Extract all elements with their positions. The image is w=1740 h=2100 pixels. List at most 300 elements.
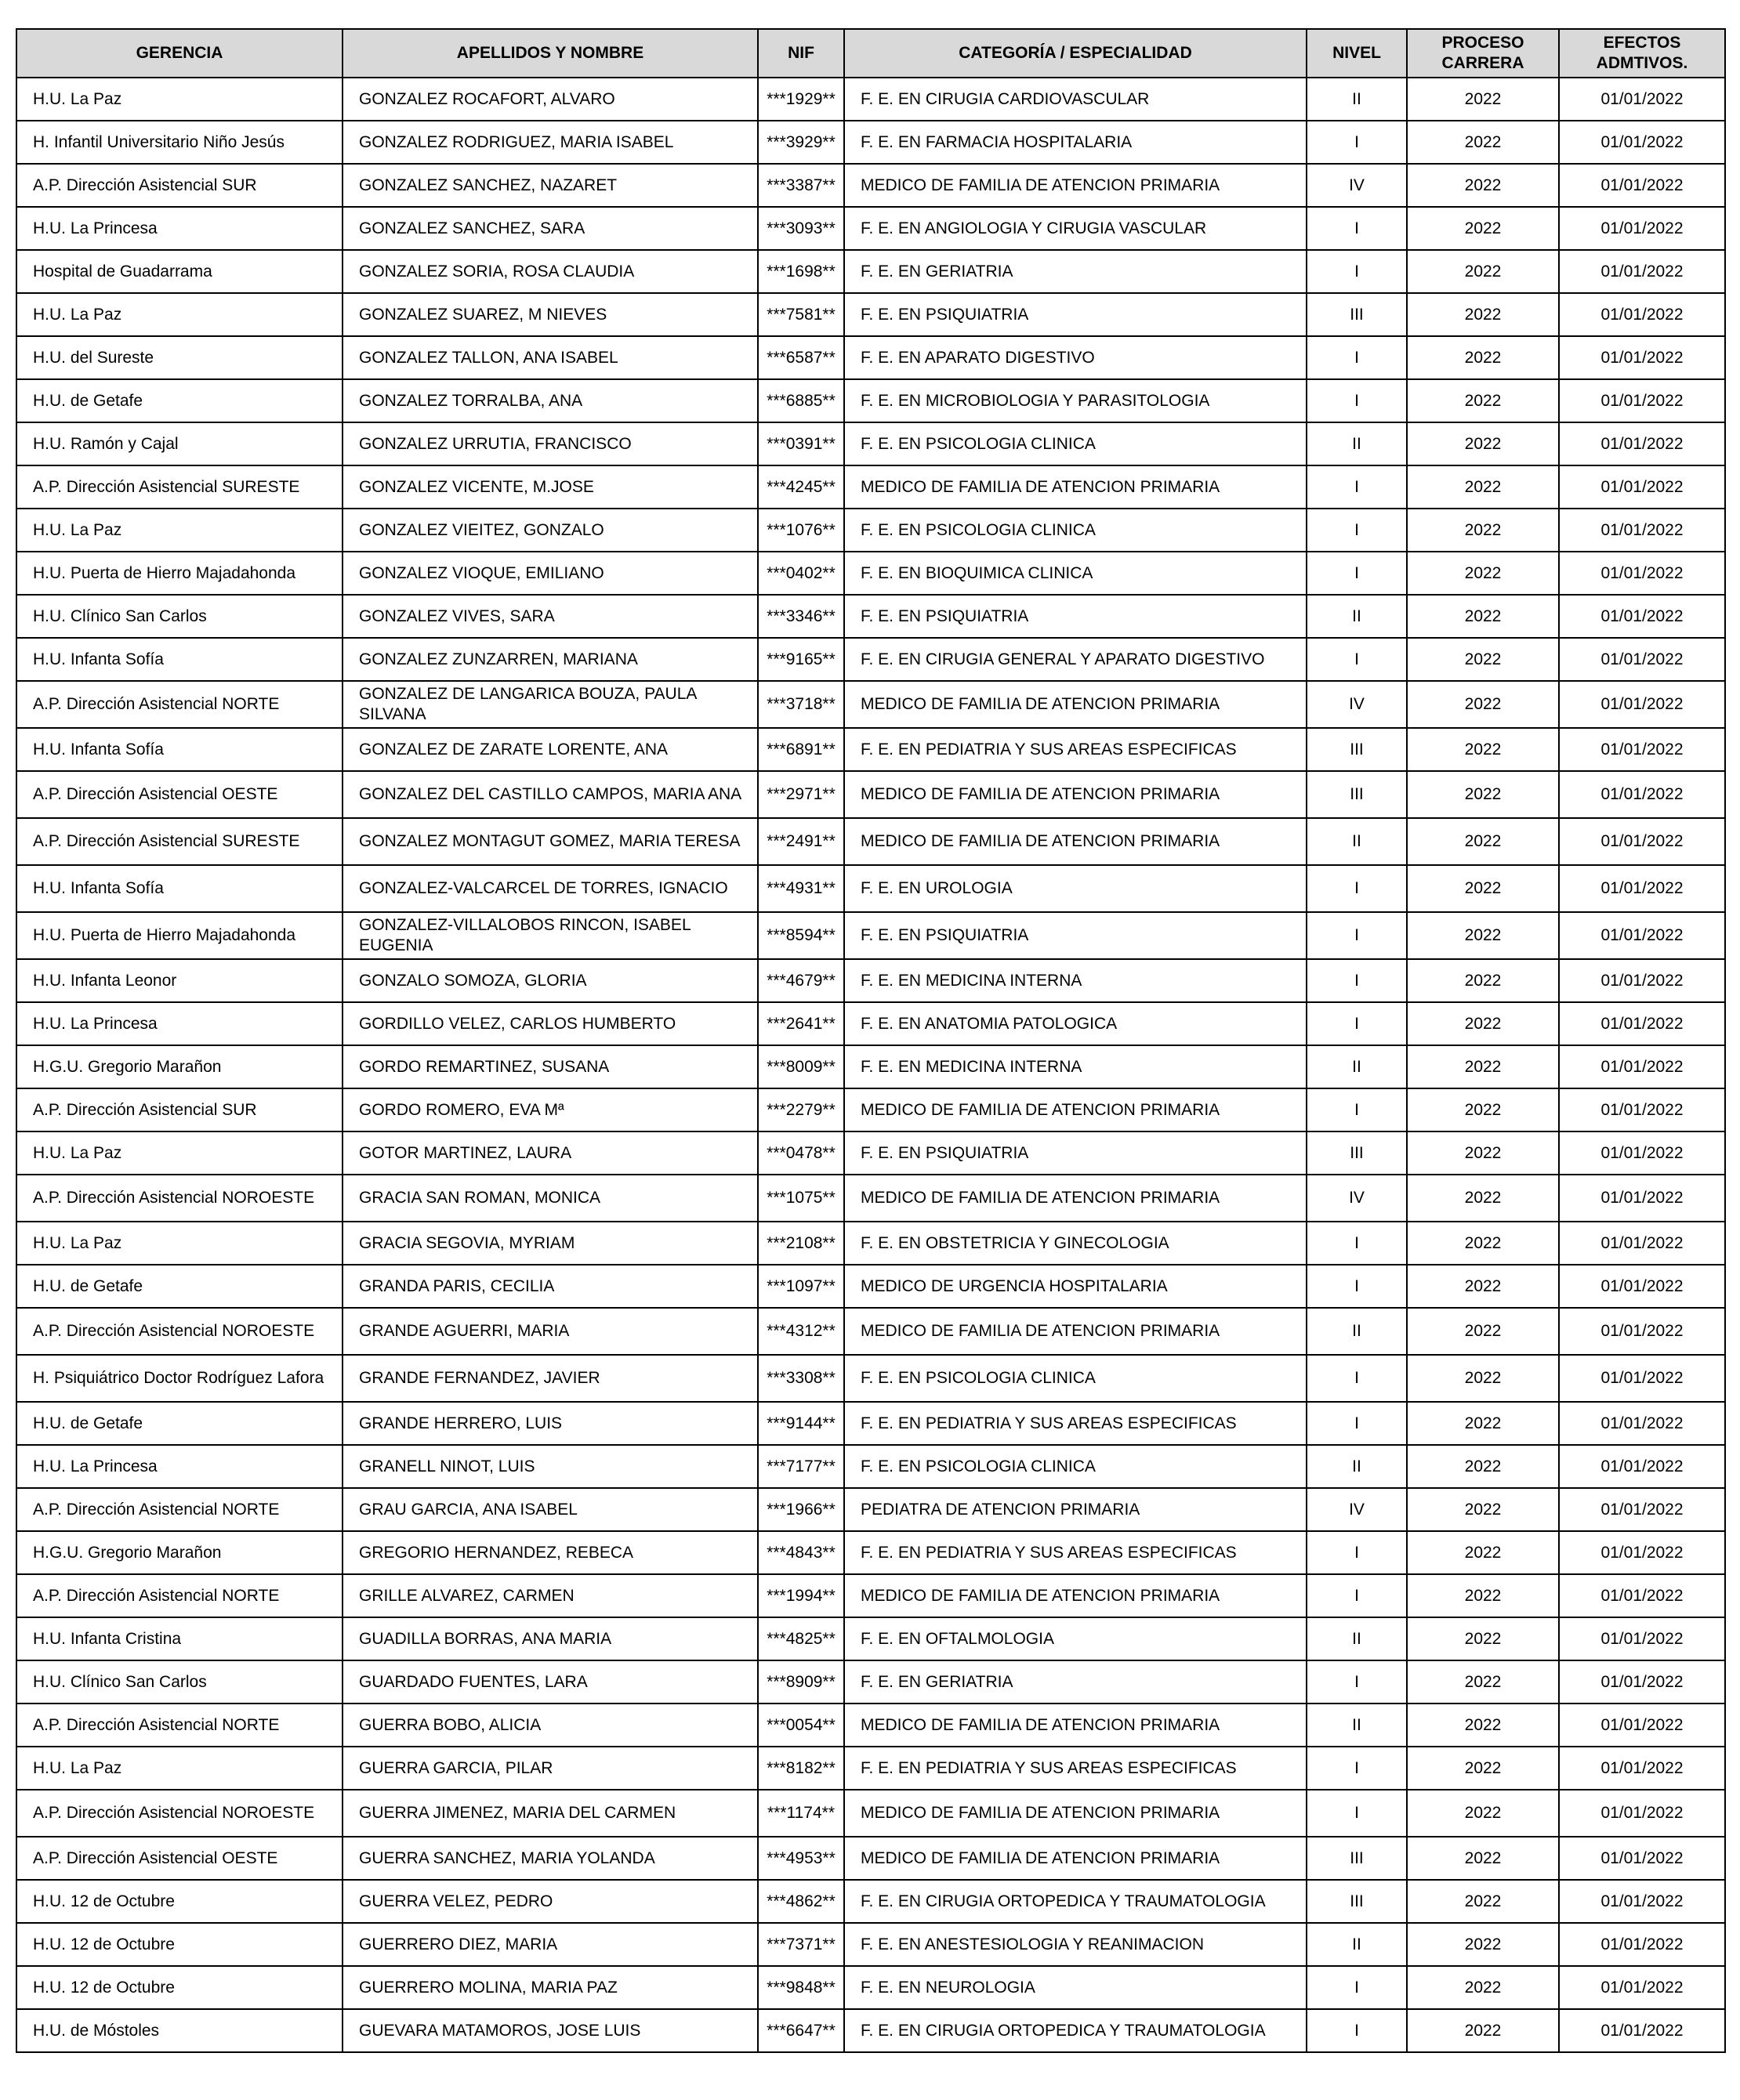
proceso-cell: 2022 — [1407, 465, 1559, 509]
proceso-cell: 2022 — [1407, 207, 1559, 250]
nombre-cell: GRANDE FERNANDEZ, JAVIER — [343, 1355, 758, 1402]
nif-cell: ***6587** — [758, 336, 844, 379]
table-row — [16, 1660, 1725, 1704]
nombre-cell: GONZALEZ VIOQUE, EMILIANO — [343, 552, 758, 595]
nif-cell: ***4312** — [758, 1308, 844, 1355]
table-body — [16, 78, 1725, 2052]
efectos-cell: 01/01/2022 — [1559, 638, 1725, 681]
nombre-cell: GRANDA PARIS, CECILIA — [343, 1265, 758, 1308]
table-row — [16, 1747, 1725, 1790]
efectos-cell: 01/01/2022 — [1559, 912, 1725, 959]
efectos-cell: 01/01/2022 — [1559, 595, 1725, 638]
nivel-cell: III — [1307, 1880, 1407, 1923]
nif-cell: ***4862** — [758, 1880, 844, 1923]
nif-cell: ***1929** — [758, 78, 844, 121]
nivel-cell: III — [1307, 1131, 1407, 1175]
efectos-cell: 01/01/2022 — [1559, 1923, 1725, 1966]
categoria-cell: F. E. EN PEDIATRIA Y SUS AREAS ESPECIFICAS — [844, 1747, 1307, 1790]
proceso-cell: 2022 — [1407, 1790, 1559, 1837]
proceso-cell: 2022 — [1407, 959, 1559, 1002]
nivel-cell: I — [1307, 207, 1407, 250]
proceso-cell: 2022 — [1407, 1660, 1559, 1704]
nif-cell: ***1076** — [758, 509, 844, 552]
table-row — [16, 1265, 1725, 1308]
categoria-cell: F. E. EN PEDIATRIA Y SUS AREAS ESPECIFICAS — [844, 728, 1307, 771]
table-row — [16, 250, 1725, 293]
nif-cell: ***2971** — [758, 771, 844, 818]
efectos-cell: 01/01/2022 — [1559, 1880, 1725, 1923]
categoria-cell: MEDICO DE URGENCIA HOSPITALARIA — [844, 1265, 1307, 1308]
gerencia-cell: A.P. Dirección Asistencial SUR — [16, 164, 343, 207]
table-row — [16, 1002, 1725, 1045]
table-header — [16, 29, 1725, 78]
nif-cell: ***4825** — [758, 1617, 844, 1660]
efectos-cell: 01/01/2022 — [1559, 422, 1725, 465]
proceso-cell: 2022 — [1407, 293, 1559, 336]
gerencia-cell: H.U. La Princesa — [16, 1002, 343, 1045]
nombre-cell: GONZALEZ DEL CASTILLO CAMPOS, MARIA ANA — [343, 771, 758, 818]
table-row — [16, 336, 1725, 379]
efectos-cell: 01/01/2022 — [1559, 121, 1725, 164]
categoria-cell: MEDICO DE FAMILIA DE ATENCION PRIMARIA — [844, 1704, 1307, 1747]
proceso-cell: 2022 — [1407, 552, 1559, 595]
header-efectos: EFECTOS ADMTIVOS. — [1559, 29, 1725, 78]
efectos-cell: 01/01/2022 — [1559, 1704, 1725, 1747]
nombre-cell: GONZALEZ VICENTE, M.JOSE — [343, 465, 758, 509]
efectos-cell: 01/01/2022 — [1559, 681, 1725, 728]
nivel-cell: III — [1307, 293, 1407, 336]
table-row — [16, 1617, 1725, 1660]
categoria-cell: F. E. EN PEDIATRIA Y SUS AREAS ESPECIFICAS — [844, 1402, 1307, 1445]
nombre-cell: GUERRERO MOLINA, MARIA PAZ — [343, 1966, 758, 2009]
nif-cell: ***4931** — [758, 865, 844, 912]
table-row — [16, 818, 1725, 865]
nombre-cell: GRACIA SAN ROMAN, MONICA — [343, 1175, 758, 1222]
nombre-cell: GONZALEZ TORRALBA, ANA — [343, 379, 758, 422]
table-row — [16, 207, 1725, 250]
proceso-cell: 2022 — [1407, 865, 1559, 912]
nombre-cell: GORDILLO VELEZ, CARLOS HUMBERTO — [343, 1002, 758, 1045]
table-row — [16, 78, 1725, 121]
header-nivel: NIVEL — [1307, 29, 1407, 78]
efectos-cell: 01/01/2022 — [1559, 1222, 1725, 1265]
nif-cell: ***8909** — [758, 1660, 844, 1704]
table-row — [16, 1175, 1725, 1222]
gerencia-cell: H.U. La Princesa — [16, 207, 343, 250]
gerencia-cell: H.U. de Getafe — [16, 1402, 343, 1445]
proceso-cell: 2022 — [1407, 121, 1559, 164]
efectos-cell: 01/01/2022 — [1559, 728, 1725, 771]
efectos-cell: 01/01/2022 — [1559, 336, 1725, 379]
gerencia-cell: H.U. La Paz — [16, 1222, 343, 1265]
nivel-cell: IV — [1307, 681, 1407, 728]
efectos-cell: 01/01/2022 — [1559, 1088, 1725, 1131]
gerencia-cell: A.P. Dirección Asistencial SUR — [16, 1088, 343, 1131]
proceso-cell: 2022 — [1407, 1265, 1559, 1308]
categoria-cell: MEDICO DE FAMILIA DE ATENCION PRIMARIA — [844, 1574, 1307, 1617]
header-gerencia: GERENCIA — [16, 29, 343, 78]
nivel-cell: I — [1307, 2009, 1407, 2052]
nivel-cell: I — [1307, 1265, 1407, 1308]
efectos-cell: 01/01/2022 — [1559, 78, 1725, 121]
proceso-cell: 2022 — [1407, 1531, 1559, 1574]
nombre-cell: GONZALEZ SUAREZ, M NIEVES — [343, 293, 758, 336]
gerencia-cell: H. Infantil Universitario Niño Jesús — [16, 121, 343, 164]
table-row — [16, 728, 1725, 771]
nombre-cell: GONZALEZ-VALCARCEL DE TORRES, IGNACIO — [343, 865, 758, 912]
gerencia-cell: H.U. de Getafe — [16, 379, 343, 422]
categoria-cell: F. E. EN BIOQUIMICA CLINICA — [844, 552, 1307, 595]
nivel-cell: II — [1307, 1445, 1407, 1488]
nombre-cell: GRILLE ALVAREZ, CARMEN — [343, 1574, 758, 1617]
categoria-cell: MEDICO DE FAMILIA DE ATENCION PRIMARIA — [844, 164, 1307, 207]
nombre-cell: GONZALEZ ROCAFORT, ALVARO — [343, 78, 758, 121]
efectos-cell: 01/01/2022 — [1559, 1445, 1725, 1488]
nif-cell: ***0478** — [758, 1131, 844, 1175]
nivel-cell: I — [1307, 1747, 1407, 1790]
nombre-cell: GONZALEZ VIEITEZ, GONZALO — [343, 509, 758, 552]
nif-cell: ***7177** — [758, 1445, 844, 1488]
categoria-cell: F. E. EN PSICOLOGIA CLINICA — [844, 422, 1307, 465]
gerencia-cell: H.U. Infanta Sofía — [16, 865, 343, 912]
table-row — [16, 1045, 1725, 1088]
gerencia-cell: Hospital de Guadarrama — [16, 250, 343, 293]
gerencia-cell: A.P. Dirección Asistencial NORTE — [16, 1574, 343, 1617]
nif-cell: ***4679** — [758, 959, 844, 1002]
gerencia-cell: H.U. Infanta Cristina — [16, 1617, 343, 1660]
proceso-cell: 2022 — [1407, 2009, 1559, 2052]
gerencia-cell: H.U. La Princesa — [16, 1445, 343, 1488]
gerencia-cell: H.U. de Getafe — [16, 1265, 343, 1308]
nif-cell: ***4843** — [758, 1531, 844, 1574]
nif-cell: ***1994** — [758, 1574, 844, 1617]
header-categoria: CATEGORÍA / ESPECIALIDAD — [844, 29, 1307, 78]
categoria-cell: F. E. EN CIRUGIA GENERAL Y APARATO DIGESTIVO — [844, 638, 1307, 681]
categoria-cell: MEDICO DE FAMILIA DE ATENCION PRIMARIA — [844, 818, 1307, 865]
efectos-cell: 01/01/2022 — [1559, 1002, 1725, 1045]
nivel-cell: II — [1307, 818, 1407, 865]
categoria-cell: MEDICO DE FAMILIA DE ATENCION PRIMARIA — [844, 771, 1307, 818]
nivel-cell: I — [1307, 638, 1407, 681]
nif-cell: ***9144** — [758, 1402, 844, 1445]
efectos-cell: 01/01/2022 — [1559, 1175, 1725, 1222]
proceso-cell: 2022 — [1407, 379, 1559, 422]
efectos-cell: 01/01/2022 — [1559, 250, 1725, 293]
table-row — [16, 595, 1725, 638]
table-row — [16, 959, 1725, 1002]
table-row — [16, 422, 1725, 465]
categoria-cell: F. E. EN PSICOLOGIA CLINICA — [844, 509, 1307, 552]
categoria-cell: F. E. EN UROLOGIA — [844, 865, 1307, 912]
nivel-cell: I — [1307, 336, 1407, 379]
proceso-cell: 2022 — [1407, 509, 1559, 552]
nivel-cell: I — [1307, 1355, 1407, 1402]
nivel-cell: I — [1307, 1002, 1407, 1045]
nombre-cell: GUEVARA MATAMOROS, JOSE LUIS — [343, 2009, 758, 2052]
nivel-cell: I — [1307, 865, 1407, 912]
nif-cell: ***3093** — [758, 207, 844, 250]
nombre-cell: GRACIA SEGOVIA, MYRIAM — [343, 1222, 758, 1265]
career-table — [16, 28, 1726, 2053]
nif-cell: ***8009** — [758, 1045, 844, 1088]
efectos-cell: 01/01/2022 — [1559, 1488, 1725, 1531]
table-row — [16, 1131, 1725, 1175]
nombre-cell: GUERRERO DIEZ, MARIA — [343, 1923, 758, 1966]
proceso-cell: 2022 — [1407, 1131, 1559, 1175]
categoria-cell: F. E. EN PEDIATRIA Y SUS AREAS ESPECIFICAS — [844, 1531, 1307, 1574]
nombre-cell: GONZALEZ MONTAGUT GOMEZ, MARIA TERESA — [343, 818, 758, 865]
gerencia-cell: A.P. Dirección Asistencial NORTE — [16, 681, 343, 728]
nif-cell: ***3929** — [758, 121, 844, 164]
proceso-cell: 2022 — [1407, 1880, 1559, 1923]
gerencia-cell: A.P. Dirección Asistencial NOROESTE — [16, 1175, 343, 1222]
nivel-cell: I — [1307, 1222, 1407, 1265]
nivel-cell: I — [1307, 1531, 1407, 1574]
categoria-cell: F. E. EN OBSTETRICIA Y GINECOLOGIA — [844, 1222, 1307, 1265]
efectos-cell: 01/01/2022 — [1559, 1617, 1725, 1660]
nombre-cell: GUERRA SANCHEZ, MARIA YOLANDA — [343, 1837, 758, 1880]
nif-cell: ***7581** — [758, 293, 844, 336]
nivel-cell: I — [1307, 1790, 1407, 1837]
proceso-cell: 2022 — [1407, 638, 1559, 681]
nivel-cell: IV — [1307, 1175, 1407, 1222]
nif-cell: ***7371** — [758, 1923, 844, 1966]
nombre-cell: GREGORIO HERNANDEZ, REBECA — [343, 1531, 758, 1574]
table-row — [16, 1355, 1725, 1402]
table-row — [16, 1088, 1725, 1131]
proceso-cell: 2022 — [1407, 912, 1559, 959]
nombre-cell: GOTOR MARTINEZ, LAURA — [343, 1131, 758, 1175]
gerencia-cell: H.U. del Sureste — [16, 336, 343, 379]
efectos-cell: 01/01/2022 — [1559, 1265, 1725, 1308]
table-row — [16, 865, 1725, 912]
gerencia-cell: A.P. Dirección Asistencial NOROESTE — [16, 1790, 343, 1837]
efectos-cell: 01/01/2022 — [1559, 818, 1725, 865]
proceso-cell: 2022 — [1407, 1488, 1559, 1531]
nombre-cell: GUERRA VELEZ, PEDRO — [343, 1880, 758, 1923]
nivel-cell: I — [1307, 959, 1407, 1002]
nivel-cell: II — [1307, 1045, 1407, 1088]
efectos-cell: 01/01/2022 — [1559, 207, 1725, 250]
table-row — [16, 1966, 1725, 2009]
proceso-cell: 2022 — [1407, 771, 1559, 818]
categoria-cell: MEDICO DE FAMILIA DE ATENCION PRIMARIA — [844, 681, 1307, 728]
nombre-cell: GUERRA BOBO, ALICIA — [343, 1704, 758, 1747]
nombre-cell: GONZALEZ TALLON, ANA ISABEL — [343, 336, 758, 379]
nif-cell: ***9848** — [758, 1966, 844, 2009]
nif-cell: ***2641** — [758, 1002, 844, 1045]
table-row — [16, 1790, 1725, 1837]
table-row — [16, 293, 1725, 336]
nombre-cell: GONZALEZ SANCHEZ, SARA — [343, 207, 758, 250]
table-row — [16, 1445, 1725, 1488]
nombre-cell: GRANDE AGUERRI, MARIA — [343, 1308, 758, 1355]
proceso-cell: 2022 — [1407, 818, 1559, 865]
nivel-cell: IV — [1307, 164, 1407, 207]
nif-cell: ***2491** — [758, 818, 844, 865]
proceso-cell: 2022 — [1407, 681, 1559, 728]
efectos-cell: 01/01/2022 — [1559, 1660, 1725, 1704]
nivel-cell: I — [1307, 509, 1407, 552]
nif-cell: ***0391** — [758, 422, 844, 465]
categoria-cell: F. E. EN MEDICINA INTERNA — [844, 1045, 1307, 1088]
gerencia-cell: H.U. Infanta Leonor — [16, 959, 343, 1002]
header-row — [16, 29, 1725, 78]
efectos-cell: 01/01/2022 — [1559, 1747, 1725, 1790]
nif-cell: ***1966** — [758, 1488, 844, 1531]
table-row — [16, 465, 1725, 509]
gerencia-cell: H.U. La Paz — [16, 293, 343, 336]
nivel-cell: I — [1307, 912, 1407, 959]
efectos-cell: 01/01/2022 — [1559, 771, 1725, 818]
nombre-cell: GUERRA GARCIA, PILAR — [343, 1747, 758, 1790]
header-nombre: APELLIDOS Y NOMBRE — [343, 29, 758, 78]
gerencia-cell: A.P. Dirección Asistencial NORTE — [16, 1488, 343, 1531]
nivel-cell: II — [1307, 1617, 1407, 1660]
categoria-cell: F. E. EN ANATOMIA PATOLOGICA — [844, 1002, 1307, 1045]
proceso-cell: 2022 — [1407, 1002, 1559, 1045]
categoria-cell: F. E. EN APARATO DIGESTIVO — [844, 336, 1307, 379]
nivel-cell: I — [1307, 379, 1407, 422]
efectos-cell: 01/01/2022 — [1559, 1790, 1725, 1837]
nif-cell: ***2279** — [758, 1088, 844, 1131]
gerencia-cell: H.U. La Paz — [16, 78, 343, 121]
efectos-cell: 01/01/2022 — [1559, 552, 1725, 595]
proceso-cell: 2022 — [1407, 1088, 1559, 1131]
efectos-cell: 01/01/2022 — [1559, 1045, 1725, 1088]
categoria-cell: F. E. EN PSIQUIATRIA — [844, 595, 1307, 638]
table-row — [16, 379, 1725, 422]
efectos-cell: 01/01/2022 — [1559, 1131, 1725, 1175]
nivel-cell: II — [1307, 1923, 1407, 1966]
table-row — [16, 771, 1725, 818]
categoria-cell: F. E. EN ANESTESIOLOGIA Y REANIMACION — [844, 1923, 1307, 1966]
proceso-cell: 2022 — [1407, 1704, 1559, 1747]
gerencia-cell: H.U. Clínico San Carlos — [16, 595, 343, 638]
proceso-cell: 2022 — [1407, 336, 1559, 379]
categoria-cell: MEDICO DE FAMILIA DE ATENCION PRIMARIA — [844, 465, 1307, 509]
nombre-cell: GONZALEZ SANCHEZ, NAZARET — [343, 164, 758, 207]
proceso-cell: 2022 — [1407, 1445, 1559, 1488]
nivel-cell: III — [1307, 771, 1407, 818]
table-row — [16, 681, 1725, 728]
efectos-cell: 01/01/2022 — [1559, 1837, 1725, 1880]
header-nif: NIF — [758, 29, 844, 78]
nivel-cell: I — [1307, 1402, 1407, 1445]
table-row — [16, 1402, 1725, 1445]
table-row — [16, 1488, 1725, 1531]
nivel-cell: II — [1307, 1704, 1407, 1747]
nivel-cell: I — [1307, 552, 1407, 595]
proceso-cell: 2022 — [1407, 1308, 1559, 1355]
categoria-cell: F. E. EN NEUROLOGIA — [844, 1966, 1307, 2009]
gerencia-cell: H.U. de Móstoles — [16, 2009, 343, 2052]
gerencia-cell: H.U. Ramón y Cajal — [16, 422, 343, 465]
nif-cell: ***6647** — [758, 2009, 844, 2052]
nivel-cell: I — [1307, 1660, 1407, 1704]
categoria-cell: F. E. EN CIRUGIA ORTOPEDICA Y TRAUMATOLOGIA — [844, 2009, 1307, 2052]
gerencia-cell: H.U. Puerta de Hierro Majadahonda — [16, 912, 343, 959]
nombre-cell: GRAU GARCIA, ANA ISABEL — [343, 1488, 758, 1531]
categoria-cell: F. E. EN GERIATRIA — [844, 1660, 1307, 1704]
table-row — [16, 638, 1725, 681]
proceso-cell: 2022 — [1407, 1617, 1559, 1660]
table-row — [16, 121, 1725, 164]
gerencia-cell: H.U. La Paz — [16, 1131, 343, 1175]
nif-cell: ***1698** — [758, 250, 844, 293]
nivel-cell: I — [1307, 1088, 1407, 1131]
categoria-cell: F. E. EN FARMACIA HOSPITALARIA — [844, 121, 1307, 164]
efectos-cell: 01/01/2022 — [1559, 959, 1725, 1002]
gerencia-cell: A.P. Dirección Asistencial NORTE — [16, 1704, 343, 1747]
categoria-cell: F. E. EN CIRUGIA ORTOPEDICA Y TRAUMATOLOGIA — [844, 1880, 1307, 1923]
header-proceso: PROCESO CARRERA — [1407, 29, 1559, 78]
table-row — [16, 2009, 1725, 2052]
proceso-cell: 2022 — [1407, 1574, 1559, 1617]
efectos-cell: 01/01/2022 — [1559, 1308, 1725, 1355]
nivel-cell: I — [1307, 1574, 1407, 1617]
efectos-cell: 01/01/2022 — [1559, 465, 1725, 509]
table-row — [16, 1837, 1725, 1880]
nif-cell: ***3346** — [758, 595, 844, 638]
gerencia-cell: H.U. La Paz — [16, 1747, 343, 1790]
nombre-cell: GONZALEZ SORIA, ROSA CLAUDIA — [343, 250, 758, 293]
proceso-cell: 2022 — [1407, 1045, 1559, 1088]
table-row — [16, 552, 1725, 595]
nivel-cell: I — [1307, 250, 1407, 293]
nif-cell: ***6891** — [758, 728, 844, 771]
categoria-cell: F. E. EN CIRUGIA CARDIOVASCULAR — [844, 78, 1307, 121]
categoria-cell: F. E. EN PSIQUIATRIA — [844, 293, 1307, 336]
gerencia-cell: H.U. Puerta de Hierro Majadahonda — [16, 552, 343, 595]
categoria-cell: MEDICO DE FAMILIA DE ATENCION PRIMARIA — [844, 1837, 1307, 1880]
gerencia-cell: H.U. 12 de Octubre — [16, 1880, 343, 1923]
proceso-cell: 2022 — [1407, 1747, 1559, 1790]
proceso-cell: 2022 — [1407, 78, 1559, 121]
nif-cell: ***2108** — [758, 1222, 844, 1265]
gerencia-cell: H.G.U. Gregorio Marañon — [16, 1045, 343, 1088]
efectos-cell: 01/01/2022 — [1559, 1531, 1725, 1574]
gerencia-cell: H. Psiquiátrico Doctor Rodríguez Lafora — [16, 1355, 343, 1402]
nivel-cell: III — [1307, 1837, 1407, 1880]
nif-cell: ***9165** — [758, 638, 844, 681]
gerencia-cell: A.P. Dirección Asistencial SURESTE — [16, 818, 343, 865]
categoria-cell: F. E. EN OFTALMOLOGIA — [844, 1617, 1307, 1660]
nombre-cell: GONZALEZ RODRIGUEZ, MARIA ISABEL — [343, 121, 758, 164]
proceso-cell: 2022 — [1407, 250, 1559, 293]
categoria-cell: F. E. EN ANGIOLOGIA Y CIRUGIA VASCULAR — [844, 207, 1307, 250]
table-row — [16, 1308, 1725, 1355]
nombre-cell: GORDO REMARTINEZ, SUSANA — [343, 1045, 758, 1088]
gerencia-cell: A.P. Dirección Asistencial OESTE — [16, 771, 343, 818]
nif-cell: ***1097** — [758, 1265, 844, 1308]
table-row — [16, 1704, 1725, 1747]
nombre-cell: GUARDADO FUENTES, LARA — [343, 1660, 758, 1704]
nombre-cell: GRANELL NINOT, LUIS — [343, 1445, 758, 1488]
categoria-cell: F. E. EN PSICOLOGIA CLINICA — [844, 1445, 1307, 1488]
categoria-cell: F. E. EN MICROBIOLOGIA Y PARASITOLOGIA — [844, 379, 1307, 422]
nif-cell: ***3718** — [758, 681, 844, 728]
efectos-cell: 01/01/2022 — [1559, 1355, 1725, 1402]
gerencia-cell: H.U. Infanta Sofía — [16, 728, 343, 771]
categoria-cell: PEDIATRA DE ATENCION PRIMARIA — [844, 1488, 1307, 1531]
table-row — [16, 1222, 1725, 1265]
nivel-cell: I — [1307, 465, 1407, 509]
nif-cell: ***6885** — [758, 379, 844, 422]
efectos-cell: 01/01/2022 — [1559, 379, 1725, 422]
categoria-cell: MEDICO DE FAMILIA DE ATENCION PRIMARIA — [844, 1088, 1307, 1131]
gerencia-cell: H.U. La Paz — [16, 509, 343, 552]
